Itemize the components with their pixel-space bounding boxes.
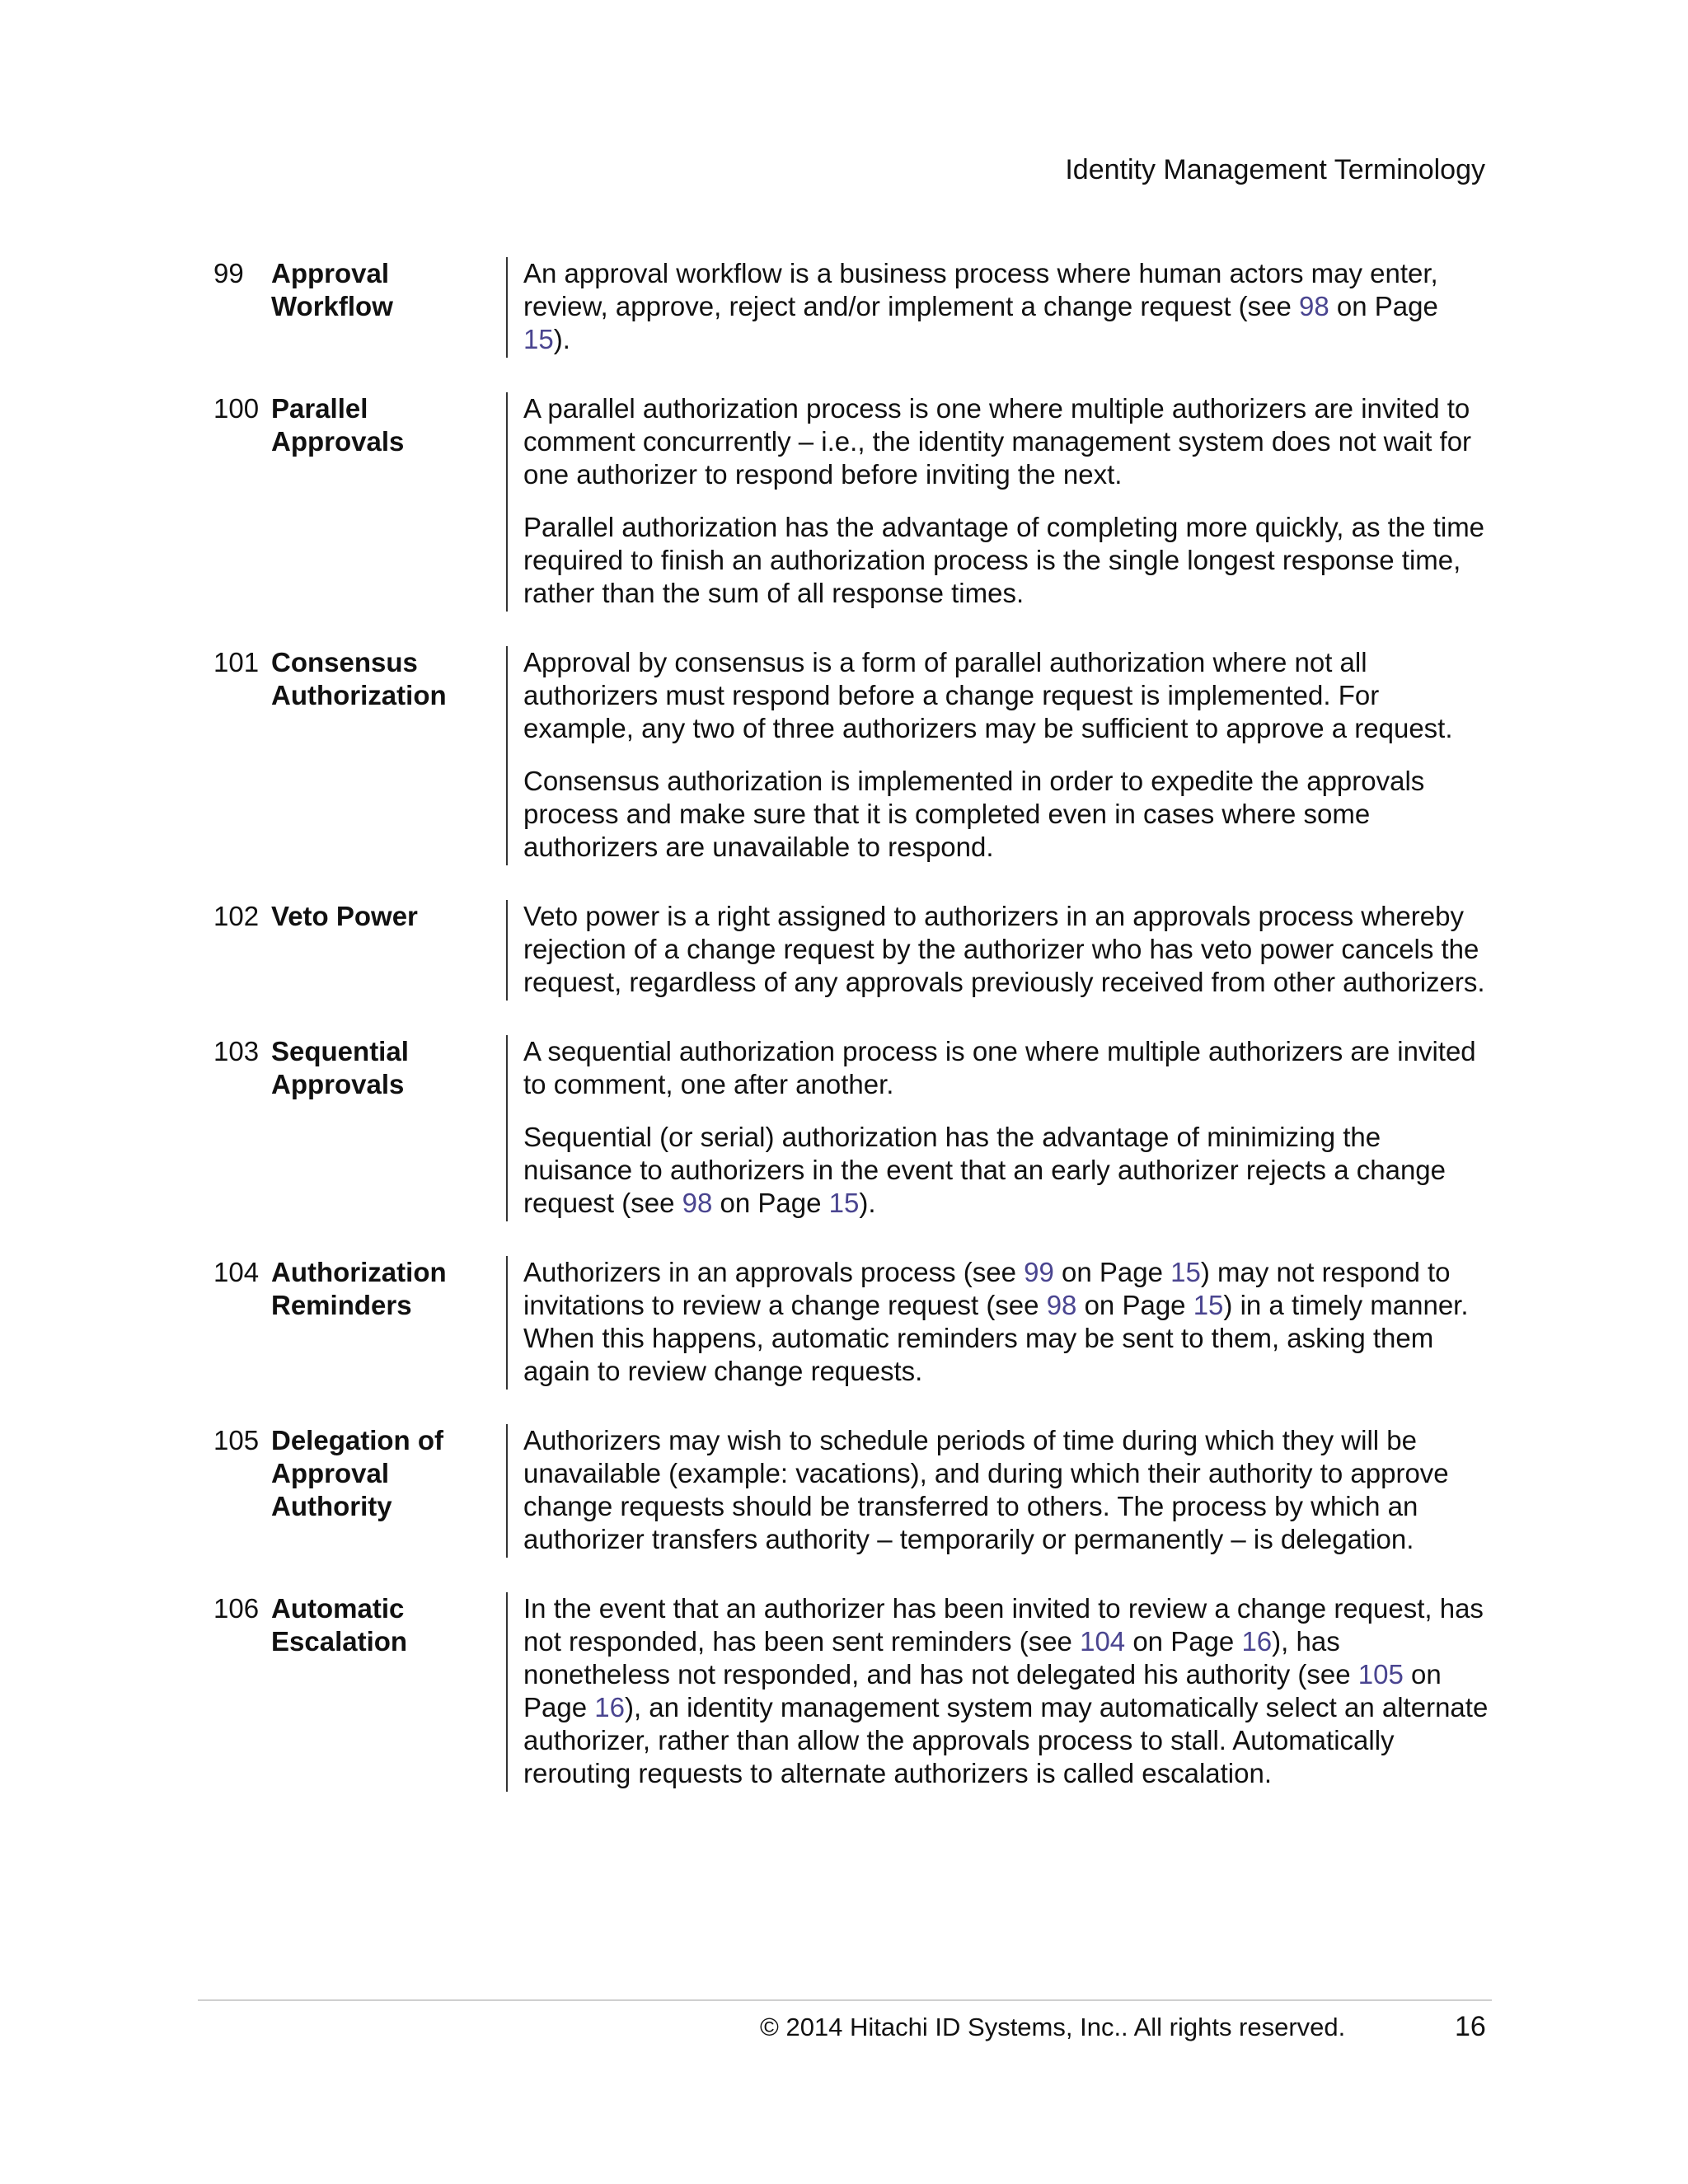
definition-paragraph: [523, 257, 1491, 356]
page-number: 16: [1455, 2011, 1486, 2042]
glossary-entry: [213, 1424, 1491, 1558]
definition-text: ), has nonetheless not responded, and has not delegated his authority (see: [523, 1626, 1358, 1690]
definition-text: on Page: [712, 1188, 829, 1218]
definition-text: on Page: [1125, 1626, 1242, 1657]
glossary-entries: [213, 257, 1491, 1826]
definition-text: ) in a timely manner. When this happens, automatic reminders may be sent to them, asking them again to review change requests.: [523, 1290, 1469, 1386]
cross-reference-link[interactable]: 104: [1080, 1626, 1126, 1657]
entry-definition: [506, 646, 1491, 865]
entry-term: Automatic Escalation: [271, 1593, 408, 1657]
definition-text: Parallel authorization has the advantage of completing more quickly, as the time required to finish an authorization process is the single longest response time, rather than the sum of all response times.: [523, 512, 1485, 608]
cross-reference-link[interactable]: 105: [1357, 1659, 1404, 1690]
entry-heading: [213, 646, 506, 865]
entry-definition: [506, 392, 1491, 612]
entry-definition: [506, 1592, 1491, 1792]
definition-text: Sequential (or serial) authorization has the advantage of minimizing the nuisance to authorizers in the event that an early authorizer rejects a change request (see: [523, 1122, 1447, 1218]
running-header: Identity Management Terminology: [1065, 154, 1485, 185]
definition-text: Authorizers in an approvals process (see: [523, 1257, 1025, 1287]
definition-text: Veto power is a right assigned to authorizers in an approvals process whereby rejection of a change request by the authorizer who has veto power cancels the request, regardless of any approvals previously received from other authorizers.: [523, 901, 1485, 997]
glossary-entry: [213, 257, 1491, 358]
cross-reference-link[interactable]: 16: [1241, 1626, 1273, 1657]
definition-text: on Page: [1076, 1290, 1193, 1320]
cross-reference-link[interactable]: 98: [1299, 291, 1329, 321]
entry-definition: [506, 257, 1491, 358]
definition-text: ).: [553, 324, 570, 354]
entry-number: 105: [213, 1425, 260, 1455]
cross-reference-link[interactable]: 15: [828, 1188, 860, 1218]
definition-paragraph: [523, 511, 1491, 610]
cross-reference-link[interactable]: 99: [1024, 1257, 1054, 1287]
entry-heading: [213, 257, 506, 358]
entry-heading: [213, 1592, 506, 1792]
entry-definition: [506, 900, 1491, 1001]
entry-number: 103: [213, 1036, 260, 1066]
glossary-entry: [213, 1035, 1491, 1221]
definition-text: Consensus authorization is implemented in order to expedite the approvals process and make sure that it is completed even in cases where some authorizers are unavailable to respond.: [523, 766, 1425, 862]
cross-reference-link[interactable]: 98: [682, 1188, 713, 1218]
definition-text: on Page: [1329, 291, 1438, 321]
cross-reference-link[interactable]: 98: [1046, 1290, 1077, 1320]
definition-paragraph: [523, 1256, 1491, 1388]
definition-paragraph: [523, 1424, 1491, 1556]
entry-number: 104: [213, 1257, 260, 1287]
entry-definition: [506, 1424, 1491, 1558]
entry-definition: [506, 1256, 1491, 1390]
entry-heading: [213, 1256, 506, 1390]
definition-text: A parallel authorization process is one where multiple authorizers are invited to comment concurrently – i.e., the identity management system does not wait for one authorizer to respond before inviting the next.: [523, 393, 1472, 490]
cross-reference-link[interactable]: 15: [523, 324, 554, 354]
definition-text: on Page: [523, 1659, 1442, 1722]
definition-text: ) may not respond to invitations to review a change request (see: [523, 1257, 1451, 1320]
entry-number: 106: [213, 1593, 260, 1624]
glossary-entry: [213, 900, 1491, 1001]
cross-reference-link[interactable]: 16: [594, 1692, 625, 1722]
cross-reference-link[interactable]: 15: [1170, 1257, 1201, 1287]
definition-paragraph: [523, 765, 1491, 864]
definition-paragraph: [523, 646, 1491, 745]
definition-paragraph: [523, 900, 1491, 999]
entry-definition: [506, 1035, 1491, 1221]
definition-text: In the event that an authorizer has been invited to review a change request, has not responded, has been sent reminders (see: [523, 1593, 1484, 1657]
entry-term: Consensus Authorization: [271, 647, 447, 710]
entry-term: Parallel Approvals: [271, 393, 405, 457]
glossary-entry: [213, 1592, 1491, 1792]
definition-text: Approval by consensus is a form of parallel authorization where not all authorizers must respond before a change request is implemented. For example, any two of three authorizers may be sufficient to approve a request.: [523, 647, 1453, 743]
entry-number: 102: [213, 901, 260, 931]
entry-term: Authorization Reminders: [271, 1257, 447, 1320]
definition-text: ), an identity management system may automatically select an alternate authorizer, rather than allow the approvals process to stall. Automatically rerouting requests to alternate authorizers is called escalation.: [523, 1692, 1489, 1788]
definition-text: ).: [859, 1188, 876, 1218]
entry-number: 100: [213, 393, 260, 424]
entry-term: Sequential Approvals: [271, 1036, 409, 1099]
definition-paragraph: [523, 392, 1491, 491]
entry-heading: [213, 1424, 506, 1558]
entry-number: 101: [213, 647, 260, 677]
definition-text: An approval workflow is a business process where human actors may enter, review, approve, reject and/or implement a change request (see: [523, 258, 1438, 321]
entry-number: 99: [213, 258, 244, 288]
definition-text: Authorizers may wish to schedule periods of time during which they will be unavailable (example: vacations), and during which their authority to approve change requests should be transferred to others. The process by which an authorizer transfers authority – temporarily or permanently – is delegation.: [523, 1425, 1449, 1554]
definition-paragraph: [523, 1592, 1491, 1790]
definition-text: A sequential authorization process is one where multiple authorizers are invited to comment, one after another.: [523, 1036, 1476, 1099]
entry-term: Veto Power: [271, 901, 418, 931]
definition-paragraph: [523, 1035, 1491, 1101]
definition-paragraph: [523, 1121, 1491, 1220]
entry-heading: [213, 392, 506, 612]
entry-term: Approval Workflow: [271, 258, 393, 321]
glossary-entry: [213, 1256, 1491, 1390]
footer-divider: [198, 1999, 1492, 2001]
entry-heading: [213, 1035, 506, 1221]
entry-term: Delegation of Approval Authority: [271, 1425, 444, 1521]
cross-reference-link[interactable]: 15: [1193, 1290, 1224, 1320]
entry-heading: [213, 900, 506, 1001]
glossary-entry: [213, 392, 1491, 612]
footer-copyright: © 2014 Hitachi ID Systems, Inc.. All rights reserved.: [760, 2013, 1346, 2041]
definition-text: on Page: [1053, 1257, 1171, 1287]
glossary-entry: [213, 646, 1491, 865]
